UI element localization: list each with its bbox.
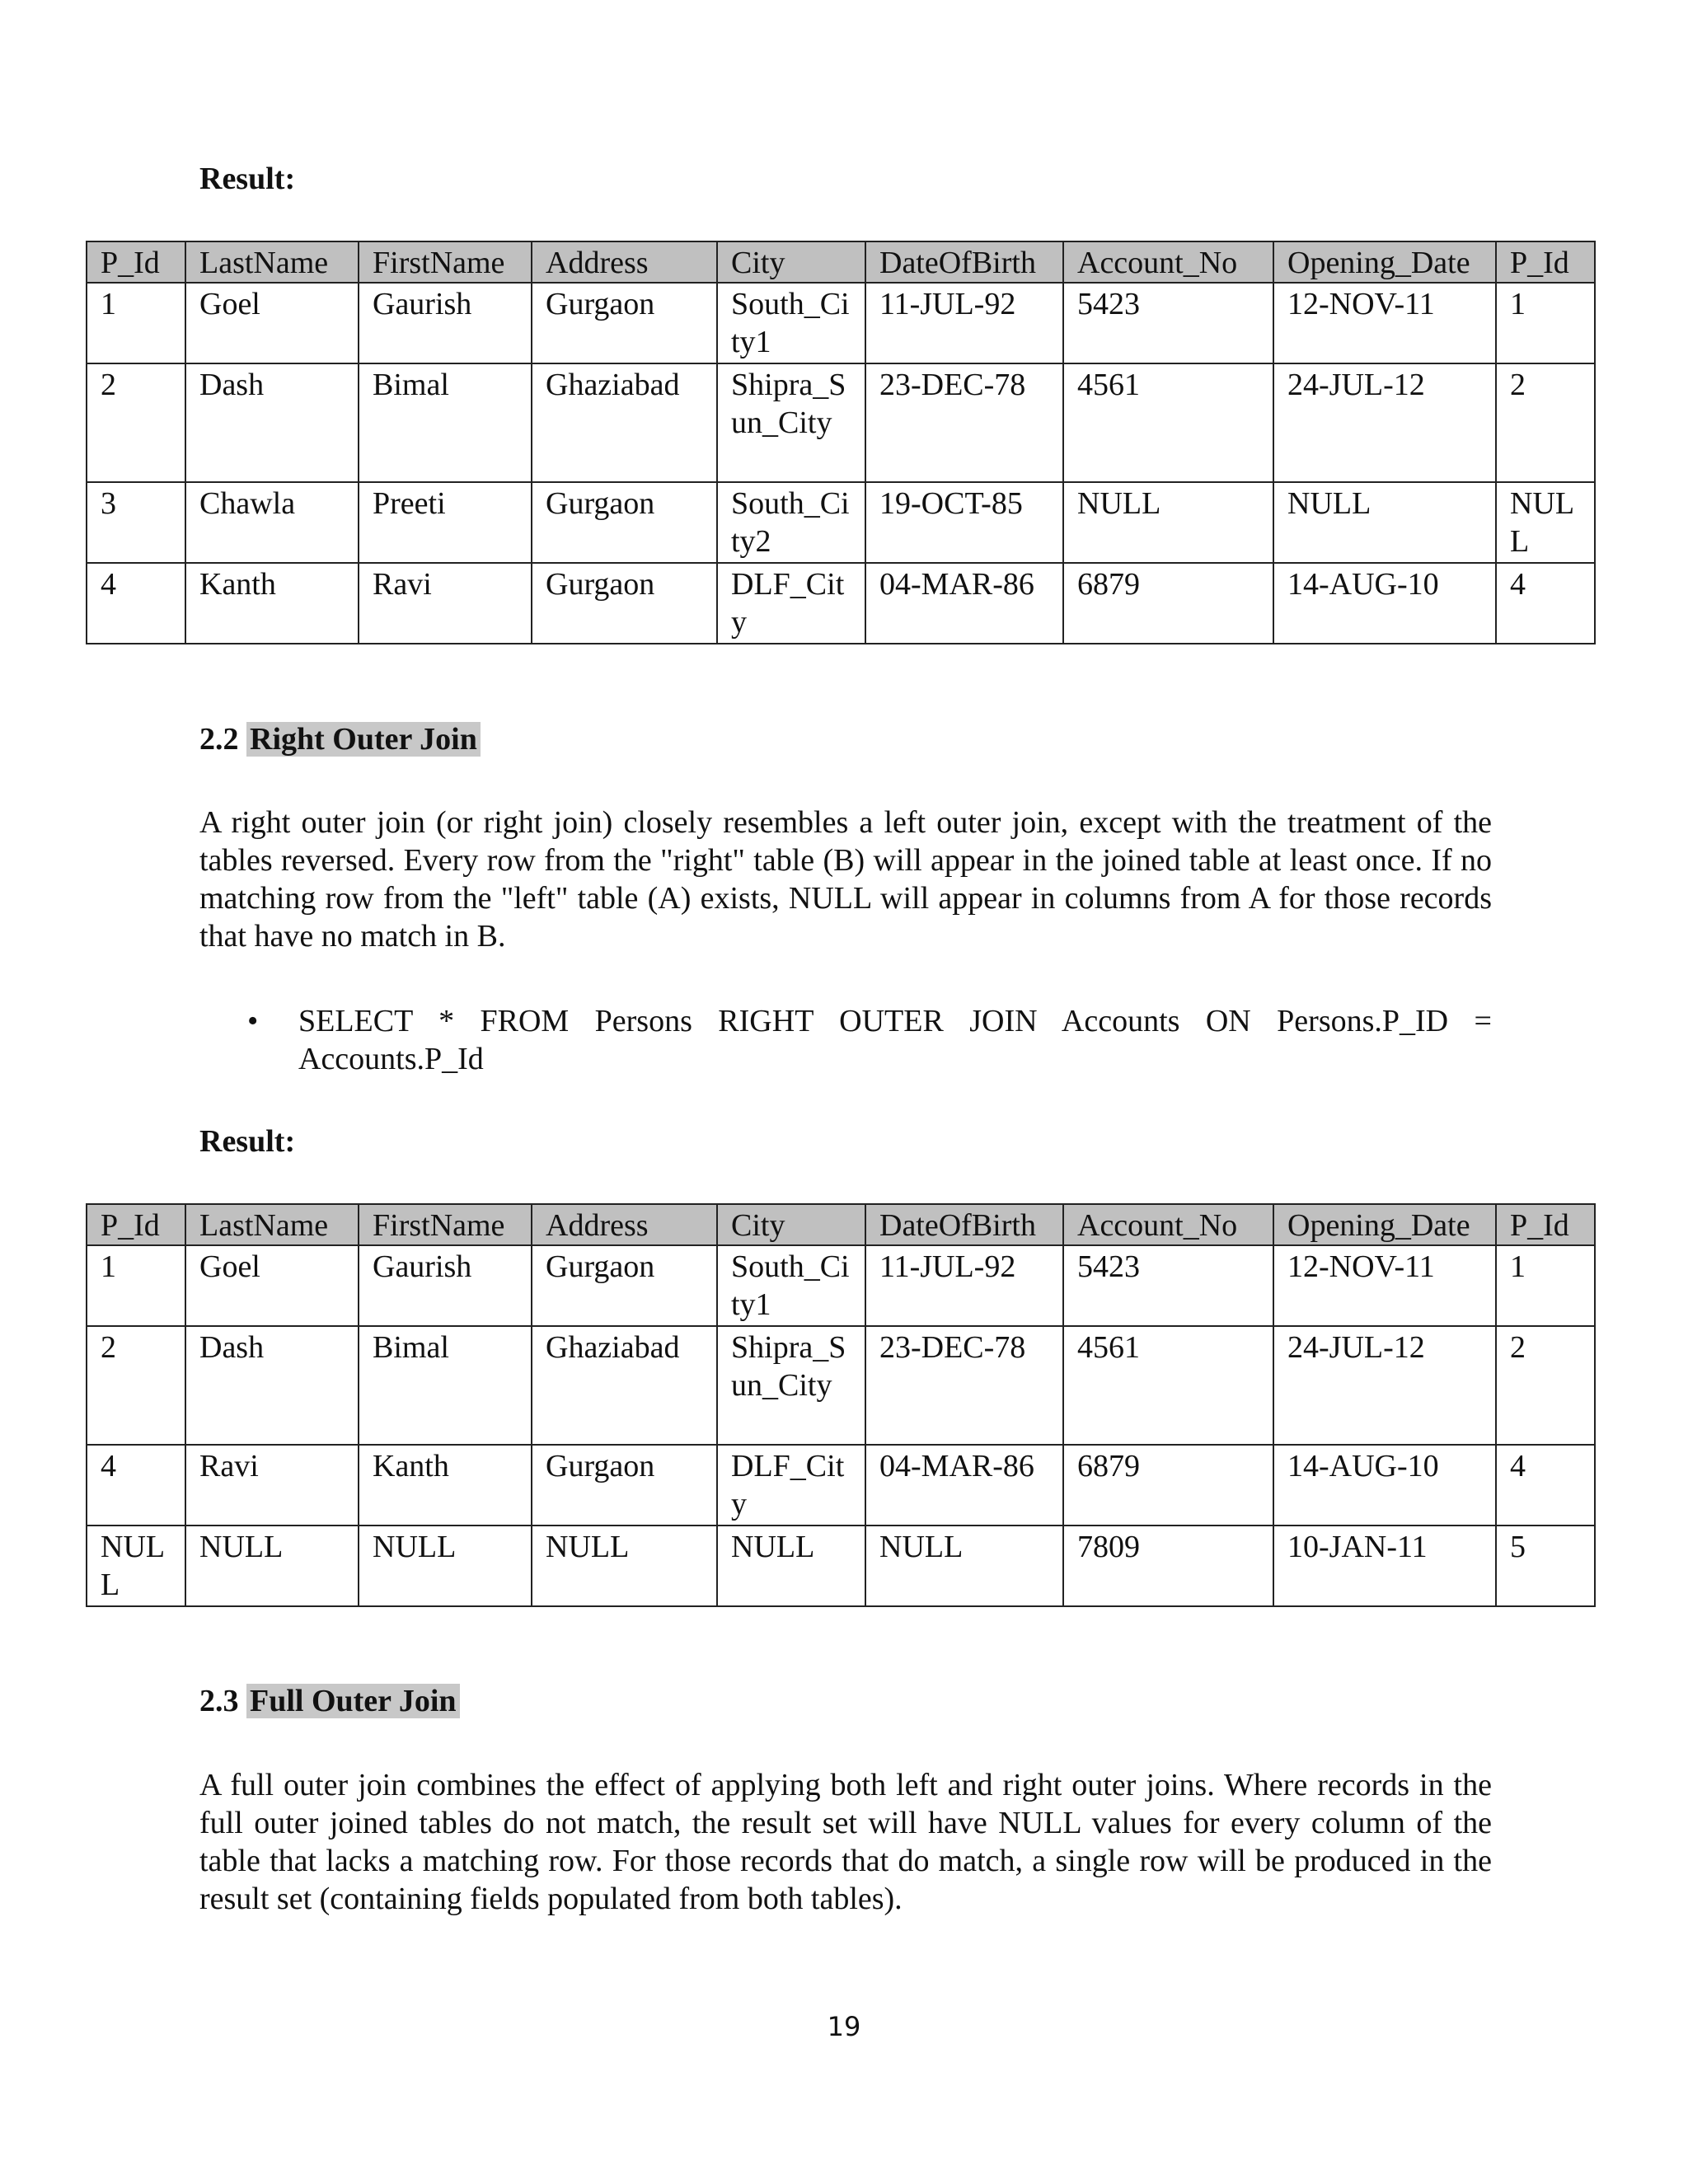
table-cell: Preeti — [359, 482, 532, 563]
table-row — [87, 1326, 1595, 1445]
column-header: Address — [532, 241, 717, 283]
table-row — [87, 363, 1595, 482]
table-cell: 2 — [1496, 1326, 1595, 1445]
section-heading-full-outer-join — [199, 1683, 1492, 1719]
table-cell: 2 — [87, 1326, 185, 1445]
column-header: City — [717, 1204, 865, 1245]
table-cell: 10-JAN-11 — [1273, 1526, 1496, 1606]
table-cell: Dash — [185, 363, 359, 482]
column-header: P_Id — [1496, 1204, 1595, 1245]
column-header: P_Id — [1496, 241, 1595, 283]
table-cell: DLF_City — [717, 1445, 865, 1526]
table-cell: 1 — [1496, 283, 1595, 363]
table-cell: Bimal — [359, 1326, 532, 1445]
table-cell: Shipra_Sun_City — [717, 363, 865, 482]
section-heading-right-outer-join — [199, 721, 1492, 757]
table-cell: 12-NOV-11 — [1273, 1245, 1496, 1326]
table-cell: 23-DEC-78 — [865, 1326, 1063, 1445]
table-cell: Gurgaon — [532, 482, 717, 563]
column-header: Opening_Date — [1273, 1204, 1496, 1245]
table-cell: South_City1 — [717, 1245, 865, 1326]
query-bullet — [199, 1002, 1492, 1078]
table-cell: 5 — [1496, 1526, 1595, 1606]
table-cell: 3 — [87, 482, 185, 563]
column-header: P_Id — [87, 241, 185, 283]
table-cell: 12-NOV-11 — [1273, 283, 1496, 363]
table-cell: 1 — [87, 1245, 185, 1326]
table-cell: Kanth — [359, 1445, 532, 1526]
table-cell: Ghaziabad — [532, 1326, 717, 1445]
column-header: DateOfBirth — [865, 1204, 1063, 1245]
section-title: Full Outer Join — [246, 1684, 460, 1718]
table-header-row — [87, 241, 1595, 283]
table-cell: 11-JUL-92 — [865, 283, 1063, 363]
right-outer-join-paragraph: A right outer join (or right join) closely resembles a left outer join, except with the treatment of the tables reversed. Every row from the "right" table (B) will appear in the joined table at least once. If no matching row from the "left" table (A) exists, NULL will appear in columns from A for those records that have no match in B. — [199, 805, 1492, 954]
table-cell: 1 — [1496, 1245, 1595, 1326]
table-cell: 5423 — [1063, 1245, 1273, 1326]
table-cell: Gurgaon — [532, 1245, 717, 1326]
section-title: Right Outer Join — [246, 722, 481, 757]
table-cell: Gaurish — [359, 1245, 532, 1326]
section-number: 2.2 — [199, 722, 239, 757]
table-cell: South_City2 — [717, 482, 865, 563]
table-cell: 23-DEC-78 — [865, 363, 1063, 482]
column-header: City — [717, 241, 865, 283]
table-cell: NULL — [185, 1526, 359, 1606]
table-cell: Gurgaon — [532, 1445, 717, 1526]
table-row — [87, 1445, 1595, 1526]
result-table-2 — [86, 1203, 1596, 1607]
table-cell: NULL — [1496, 482, 1595, 563]
table-cell: Gaurish — [359, 283, 532, 363]
table-cell: Chawla — [185, 482, 359, 563]
table-row — [87, 1245, 1595, 1326]
table-cell: 4 — [1496, 1445, 1595, 1526]
table-cell: 11-JUL-92 — [865, 1245, 1063, 1326]
table-cell: DLF_City — [717, 563, 865, 644]
table-cell: 4561 — [1063, 363, 1273, 482]
table-row — [87, 563, 1595, 644]
table-cell: NULL — [717, 1526, 865, 1606]
table-row — [87, 482, 1595, 563]
column-header: Account_No — [1063, 1204, 1273, 1245]
table-cell: 4 — [87, 1445, 185, 1526]
table-cell: 04-MAR-86 — [865, 1445, 1063, 1526]
table-cell: 24-JUL-12 — [1273, 363, 1496, 482]
table-cell: 4 — [87, 563, 185, 644]
table-cell: Ghaziabad — [532, 363, 717, 482]
table-cell: 04-MAR-86 — [865, 563, 1063, 644]
table-cell: 1 — [87, 283, 185, 363]
table-row — [87, 1526, 1595, 1606]
table-cell: 4561 — [1063, 1326, 1273, 1445]
column-header: P_Id — [87, 1204, 185, 1245]
column-header: Address — [532, 1204, 717, 1245]
full-outer-join-paragraph: A full outer join combines the effect of applying both left and right outer joins. Where records in the full outer joined tables do not match, the result set will have NULL values for every column of the table that lacks a matching row. For those records that do match, a single row will be produced in the result set (containing fields populated from both tables). — [199, 1768, 1492, 1916]
table-header-row — [87, 1204, 1595, 1245]
table-cell: Dash — [185, 1326, 359, 1445]
table-cell: NULL — [1273, 482, 1496, 563]
table-cell: NULL — [1063, 482, 1273, 563]
table-cell: 24-JUL-12 — [1273, 1326, 1496, 1445]
result-label-2: Result: — [199, 1124, 296, 1159]
table-cell: Bimal — [359, 363, 532, 482]
column-header: FirstName — [359, 1204, 532, 1245]
table-cell: Gurgaon — [532, 563, 717, 644]
column-header: FirstName — [359, 241, 532, 283]
table-cell: 19-OCT-85 — [865, 482, 1063, 563]
table-cell: NULL — [87, 1526, 185, 1606]
column-header: DateOfBirth — [865, 241, 1063, 283]
table-cell: 14-AUG-10 — [1273, 563, 1496, 644]
table-cell: Goel — [185, 1245, 359, 1326]
section-number: 2.3 — [199, 1684, 239, 1718]
table-cell: 4 — [1496, 563, 1595, 644]
table-cell: 14-AUG-10 — [1273, 1445, 1496, 1526]
table-cell: Kanth — [185, 563, 359, 644]
column-header: LastName — [185, 241, 359, 283]
table-cell: South_City1 — [717, 283, 865, 363]
table-cell: 6879 — [1063, 563, 1273, 644]
table-cell: 7809 — [1063, 1526, 1273, 1606]
table-row — [87, 283, 1595, 363]
result-label-1: Result: — [199, 162, 296, 196]
table-cell: NULL — [865, 1526, 1063, 1606]
bullet-dot: • — [247, 1004, 259, 1038]
table-cell: Shipra_Sun_City — [717, 1326, 865, 1445]
table-cell: 5423 — [1063, 283, 1273, 363]
table-cell: Ravi — [359, 563, 532, 644]
table-cell: Goel — [185, 283, 359, 363]
page-number: 19 — [827, 2011, 861, 2042]
table-cell: NULL — [359, 1526, 532, 1606]
table-cell: NULL — [532, 1526, 717, 1606]
column-header: Account_No — [1063, 241, 1273, 283]
column-header: Opening_Date — [1273, 241, 1496, 283]
result-table-1 — [86, 241, 1596, 644]
table-cell: 2 — [87, 363, 185, 482]
table-cell: Gurgaon — [532, 283, 717, 363]
column-header: LastName — [185, 1204, 359, 1245]
table-cell: Ravi — [185, 1445, 359, 1526]
sql-query: SELECT * FROM Persons RIGHT OUTER JOIN Accounts ON Persons.P_ID = Accounts.P_Id — [298, 1004, 1492, 1076]
table-cell: 2 — [1496, 363, 1595, 482]
table-cell: 6879 — [1063, 1445, 1273, 1526]
